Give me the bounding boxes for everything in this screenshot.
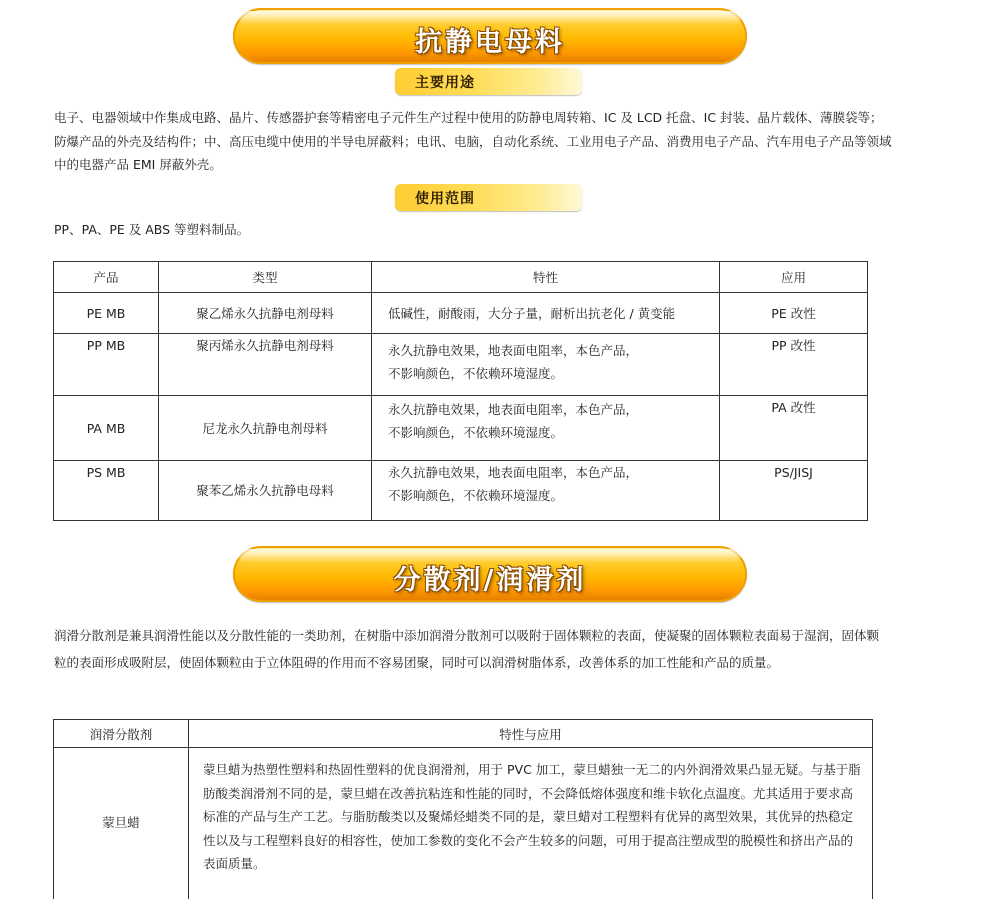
- application-cell: PA 改性: [720, 396, 868, 461]
- application-cell: PS/JISJ: [720, 461, 868, 521]
- type-cell: 聚乙烯永久抗静电剂母料: [159, 293, 372, 334]
- product-cell: PP MB: [54, 334, 159, 396]
- header-type: 类型: [159, 262, 372, 293]
- table-row: [54, 396, 868, 461]
- lubricant-description-cell: 蒙旦蜡为热塑性塑料和热固性塑料的优良润滑剂，用于 PVC 加工，蒙旦蜡独一无二的内外润滑效果凸显无疑。与基于脂肪酸类润滑剂不同的是，蒙旦蜡在改善抗粘连和性能的同时，不会降低熔体强度和维卡软化点温度。尤其适用于要求高标准的产品与生产工艺。与脂肪酸类以及聚烯烃蜡类不同的是，蒙旦蜡对工程塑料有优异的离型效果，其优异的热稳定性以及与工程塑料良好的相容性，使加工参数的变化不会产生较多的问题，可用于提高注塑成型的脱模性和挤出产品的表面质量。: [189, 748, 873, 899]
- header-feature-application: 特性与应用: [189, 720, 873, 748]
- header-product: 产品: [54, 262, 159, 293]
- feature-cell: [372, 396, 720, 461]
- type-cell: 聚苯乙烯永久抗静电母料: [159, 461, 372, 521]
- banner-title: 分散剂/润滑剂: [393, 565, 587, 596]
- feature-line: 不影响颜色，不依赖环境湿度。: [388, 425, 564, 440]
- feature-line: 永久抗静电效果，地表面电阻率，本色产品，: [388, 402, 639, 417]
- application-cell: PE 改性: [720, 293, 868, 334]
- usage-scope-heading: [395, 184, 582, 211]
- header-lubricant: 润滑分散剂: [54, 720, 189, 748]
- usage-scope-label: 使用范围: [415, 191, 475, 207]
- main-usage-label: 主要用途: [415, 75, 475, 91]
- type-cell: 尼龙永久抗静电剂母料: [159, 396, 372, 461]
- product-cell: PS MB: [54, 461, 159, 521]
- main-usage-heading: [395, 68, 582, 95]
- product-cell: PA MB: [54, 396, 159, 461]
- header-application: 应用: [720, 262, 868, 293]
- table-header-row: [54, 262, 868, 293]
- feature-cell: [372, 461, 720, 521]
- table-row: [54, 461, 868, 521]
- antistatic-product-table: [53, 261, 868, 521]
- dispersant-lubricant-banner: [233, 546, 747, 602]
- table-row: [54, 334, 868, 396]
- table-row: [54, 293, 868, 334]
- usage-scope-paragraph: PP、PA、PE 及 ABS 等塑料制品。: [54, 222, 250, 237]
- application-cell: PP 改性: [720, 334, 868, 396]
- dispersant-intro-paragraph: 润滑分散剂是兼具润滑性能以及分散性能的一类助剂，在树脂中添加润滑分散剂可以吸附于固体颗粒的表面，使凝聚的固体颗粒表面易于湿润，固体颗粒的表面形成吸附层，使固体颗粒由于立体阻碍的作用而不容易团聚，同时可以润滑树脂体系，改善体系的加工性能和产品的质量。: [54, 628, 880, 670]
- table-row: [54, 748, 873, 899]
- header-feature: 特性: [372, 262, 720, 293]
- feature-line: 永久抗静电效果，地表面电阻率，本色产品，: [388, 465, 639, 480]
- product-cell: PE MB: [54, 293, 159, 334]
- antistatic-masterbatch-banner: [233, 8, 747, 64]
- type-cell: 聚丙烯永久抗静电剂母料: [159, 334, 372, 396]
- lubricant-dispersant-table: [53, 719, 873, 899]
- feature-cell: [372, 334, 720, 396]
- feature-line: 不影响颜色，不依赖环境湿度。: [388, 488, 564, 503]
- feature-line: 永久抗静电效果，地表面电阻率，本色产品，: [388, 343, 639, 358]
- feature-line: 低碱性，耐酸雨，大分子量，耐析出抗老化 / 黄变能: [388, 306, 676, 321]
- banner-title: 抗静电母料: [415, 27, 565, 58]
- lubricant-name-cell: 蒙旦蜡: [54, 748, 189, 899]
- feature-cell: [372, 293, 720, 334]
- feature-line: 不影响颜色，不依赖环境湿度。: [388, 366, 564, 381]
- table-header-row: [54, 720, 873, 748]
- main-usage-paragraph: 电子、电器领域中作集成电路、晶片、传感器护套等精密电子元件生产过程中使用的防静电周转箱、IC 及 LCD 托盘、IC 封装、晶片载体、薄膜袋等；防爆产品的外壳及结构件；中、高压电缆中使用的半导电屏蔽料；电讯、电脑，自动化系统、工业用电子产品、消费用电子产品、汽车用电子产品等领域中的电器产品 EMI 屏蔽外壳。: [54, 110, 892, 172]
